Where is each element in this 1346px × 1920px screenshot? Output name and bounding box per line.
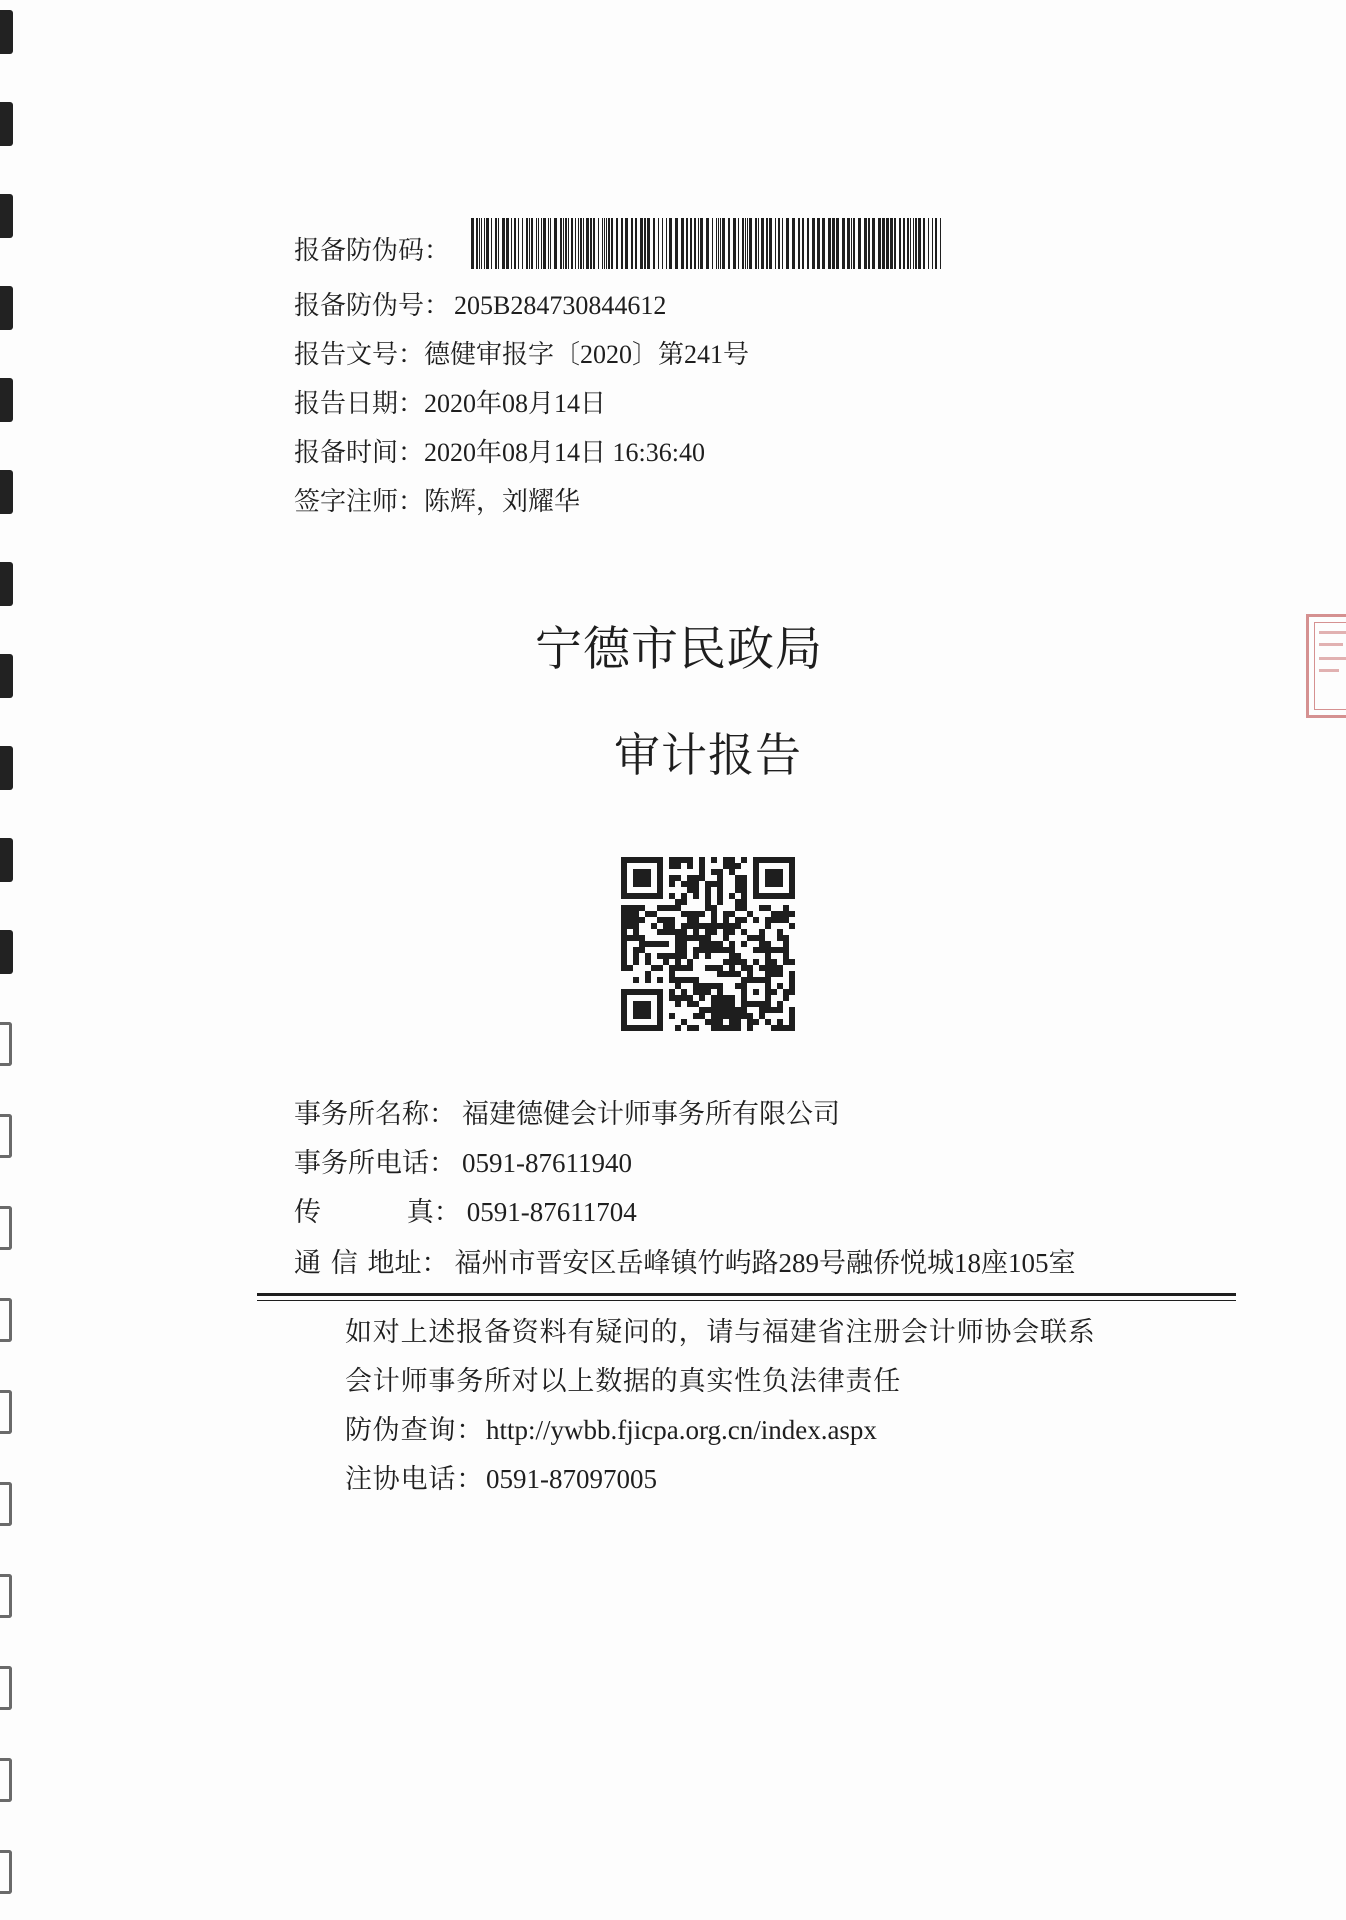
report-number-row [294,335,749,375]
binding-hole [0,1022,12,1066]
firm-address: 福州市晋安区岳峰镇竹屿路289号融侨悦城18座105室 [454,1248,1076,1278]
binding-hole [0,194,13,238]
qr-finder-pattern-center [633,1001,651,1019]
binding-hole [0,930,13,974]
firm-fax: 0591-87611704 [466,1197,637,1227]
report-title: 审计报告 [614,730,802,781]
signers-label: 签字注师： [294,487,425,516]
red-seal-glyph-stroke [1319,631,1346,634]
barcode-label: 报备防伪码： [294,236,451,265]
binding-hole [0,838,13,882]
binding-hole [0,562,13,606]
signers-row [294,482,580,522]
firm-fax-row [294,1192,637,1232]
anti-fake-number-label: 报备防伪号： [294,291,451,320]
binding-hole [0,102,13,146]
binding-hole [0,1482,12,1526]
binding-hole [0,746,13,790]
binding-hole [0,286,13,330]
firm-phone-row [294,1143,632,1183]
report-date-label: 报告日期： [294,389,425,418]
report-number: 德健审报字〔2020〕第241号 [424,340,750,369]
barcode-bars [471,218,941,269]
firm-address-label: 通 信 地址： [294,1248,449,1278]
report-date-row [294,384,606,424]
cicpa-phone-label: 注协电话： [345,1464,484,1494]
filing-time-row [294,433,705,473]
firm-name-label: 事务所名称： [294,1099,456,1129]
binding-hole [0,1390,12,1434]
binding-hole [0,1758,12,1802]
qr-alignment-pattern-center [753,989,759,995]
divider-thick [257,1293,1236,1296]
qr-code [621,857,795,1031]
filing-time-label: 报备时间： [294,438,425,467]
binding-hole [0,654,13,698]
binding-hole [0,1574,12,1618]
notice-line-1: 如对上述报备资料有疑问的，请与福建省注册会计师协会联系 [345,1317,1096,1347]
binding-hole [0,1206,12,1250]
qr-finder-pattern-center [633,869,651,887]
anti-fake-number-row [294,286,666,326]
firm-name: 福建德健会计师事务所有限公司 [462,1099,840,1129]
firm-phone: 0591-87611940 [462,1148,632,1178]
binding-hole [0,1666,12,1710]
anti-fake-query-row [345,1410,877,1450]
red-seal-glyph-stroke [1319,669,1339,672]
anti-fake-query-label: 防伪查询： [345,1415,484,1445]
red-seal-inner-border [1314,622,1346,710]
firm-name-row [294,1094,840,1134]
barcode-row [294,231,450,271]
anti-fake-number: 205B284730844612 [454,291,667,320]
binding-hole [0,1850,12,1894]
report-number-label: 报告文号： [294,340,425,369]
binding-hole [0,470,13,514]
binding-margin [0,0,20,1920]
cicpa-phone-row [345,1459,657,1499]
report-date: 2020年08月14日 [424,389,607,418]
firm-phone-label: 事务所电话： [294,1148,456,1178]
firm-address-row [294,1243,1076,1283]
red-seal-stamp [1306,614,1346,718]
organization-title: 宁德市民政局 [535,624,823,676]
signers: 陈辉，刘耀华 [424,487,581,516]
firm-fax-label: 传 真： [294,1197,461,1227]
binding-hole [0,1114,12,1158]
binding-hole [0,10,13,54]
barcode [471,218,942,269]
red-seal-glyph-stroke [1319,643,1343,646]
qr-finder-pattern-center [765,869,783,887]
filing-time: 2020年08月14日 16:36:40 [424,438,705,467]
anti-fake-query-url: http://ywbb.fjicpa.org.cn/index.aspx [486,1415,877,1445]
binding-hole [0,378,13,422]
notice-line-2: 会计师事务所对以上数据的真实性负法律责任 [345,1366,901,1396]
divider-thin [257,1300,1236,1301]
cicpa-phone: 0591-87097005 [486,1464,657,1494]
red-seal-glyph-stroke [1319,657,1346,660]
binding-hole [0,1298,12,1342]
